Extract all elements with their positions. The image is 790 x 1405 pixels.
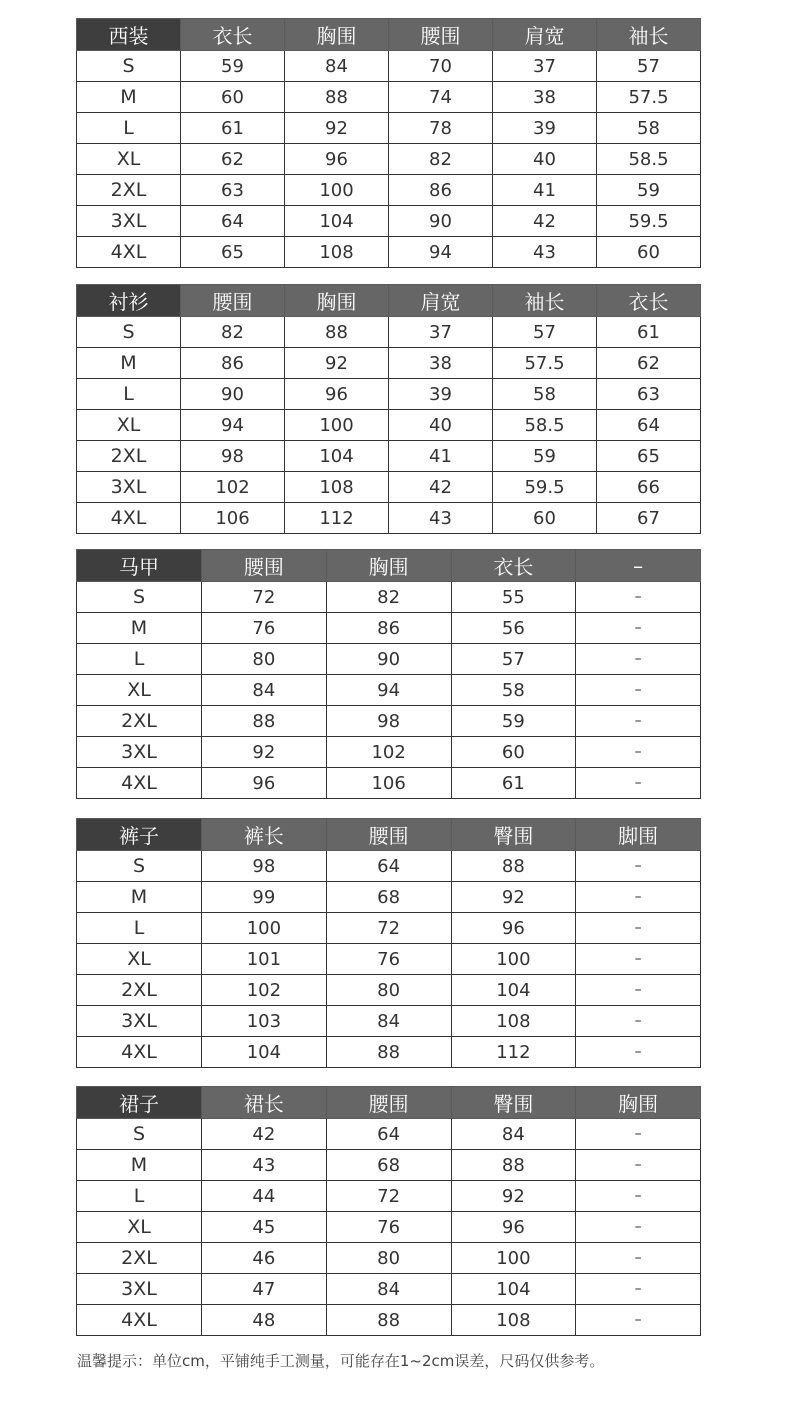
table-row (77, 82, 701, 113)
measurement-cell: 102 (326, 737, 451, 768)
table-row (77, 706, 701, 737)
size-label-cell: L (77, 379, 181, 410)
measurement-cell: 90 (181, 379, 285, 410)
column-header: 腰围 (389, 19, 493, 51)
measurement-cell: 80 (326, 975, 451, 1006)
table-row (77, 1119, 701, 1150)
size-label-cell: 3XL (77, 206, 181, 237)
measurement-cell: 80 (202, 644, 327, 675)
measurement-cell: – (576, 1181, 701, 1212)
category-header: 马甲 (77, 550, 202, 582)
measurement-cell: – (576, 1212, 701, 1243)
measurement-cell: 58.5 (597, 144, 701, 175)
measurement-cell: 55 (451, 582, 576, 613)
measurement-cell: 96 (451, 913, 576, 944)
size-label-cell: M (77, 882, 202, 913)
measurement-cell: 102 (202, 975, 327, 1006)
size-label-cell: M (77, 613, 202, 644)
measurement-cell: 88 (326, 1305, 451, 1336)
measurement-cell: 56 (451, 613, 576, 644)
measurement-cell: 59 (493, 441, 597, 472)
measurement-cell: 92 (451, 1181, 576, 1212)
measurement-cell: 88 (451, 1150, 576, 1181)
column-header: 裙长 (202, 1087, 327, 1119)
measurement-cell: 101 (202, 944, 327, 975)
measurement-cell: – (576, 613, 701, 644)
measurement-cell: 104 (285, 206, 389, 237)
table-row (77, 503, 701, 534)
header-row (77, 550, 701, 582)
measurement-cell: 40 (389, 410, 493, 441)
measurement-cell: 57 (451, 644, 576, 675)
table-row (77, 768, 701, 799)
measurement-cell: 88 (451, 851, 576, 882)
measurement-cell: 48 (202, 1305, 327, 1336)
measurement-cell: 62 (181, 144, 285, 175)
measurement-cell: 104 (202, 1037, 327, 1068)
column-header: 胸围 (285, 19, 389, 51)
measurement-cell: 98 (202, 851, 327, 882)
measurement-cell: 43 (202, 1150, 327, 1181)
table-row (77, 644, 701, 675)
header-row (77, 19, 701, 51)
size-label-cell: 4XL (77, 1037, 202, 1068)
measurement-cell: 84 (326, 1274, 451, 1305)
measurement-cell: 41 (389, 441, 493, 472)
measurement-cell: 100 (285, 175, 389, 206)
pants-size-table (76, 818, 701, 1068)
size-label-cell: XL (77, 944, 202, 975)
measurement-cell: 106 (326, 768, 451, 799)
measurement-cell: 42 (389, 472, 493, 503)
size-label-cell: L (77, 913, 202, 944)
suit-size-table (76, 18, 701, 268)
measurement-cell: – (576, 1119, 701, 1150)
table-row (77, 1037, 701, 1068)
size-label-cell: 3XL (77, 1274, 202, 1305)
size-label-cell: M (77, 1150, 202, 1181)
size-label-cell: XL (77, 410, 181, 441)
measurement-cell: – (576, 944, 701, 975)
measurement-cell: 61 (181, 113, 285, 144)
size-label-cell: S (77, 582, 202, 613)
size-label-cell: 2XL (77, 175, 181, 206)
size-label-cell: 4XL (77, 768, 202, 799)
measurement-cell: 102 (181, 472, 285, 503)
table-row (77, 472, 701, 503)
table-row (77, 675, 701, 706)
measurement-cell: – (576, 706, 701, 737)
measurement-cell: 96 (451, 1212, 576, 1243)
measurement-cell: 60 (181, 82, 285, 113)
measurement-cell: – (576, 1305, 701, 1336)
measurement-cell: 65 (597, 441, 701, 472)
measurement-cell: 94 (326, 675, 451, 706)
measurement-cell: 92 (285, 348, 389, 379)
measurement-cell: 59 (181, 51, 285, 82)
measurement-cell: – (576, 1243, 701, 1274)
measurement-cell: 46 (202, 1243, 327, 1274)
column-header: 衣长 (597, 285, 701, 317)
table-row (77, 1150, 701, 1181)
measurement-cell: 96 (285, 144, 389, 175)
measurement-cell: 84 (326, 1006, 451, 1037)
table-row (77, 410, 701, 441)
measurement-cell: 99 (202, 882, 327, 913)
size-label-cell: 3XL (77, 737, 202, 768)
measurement-cell: 98 (326, 706, 451, 737)
size-label-cell: 4XL (77, 237, 181, 268)
measurement-cell: 63 (597, 379, 701, 410)
size-label-cell: XL (77, 144, 181, 175)
measurement-cell: 67 (597, 503, 701, 534)
size-label-cell: XL (77, 1212, 202, 1243)
measurement-cell: 86 (389, 175, 493, 206)
measurement-cell: 61 (597, 317, 701, 348)
measurement-cell: 90 (389, 206, 493, 237)
measurement-cell: 61 (451, 768, 576, 799)
measurement-cell: 62 (597, 348, 701, 379)
column-header: 衣长 (451, 550, 576, 582)
column-header: 腰围 (181, 285, 285, 317)
measurement-cell: 96 (202, 768, 327, 799)
column-header: 袖长 (493, 285, 597, 317)
size-label-cell: 2XL (77, 975, 202, 1006)
measurement-cell: 41 (493, 175, 597, 206)
size-label-cell: S (77, 317, 181, 348)
measurement-cell: 58 (451, 675, 576, 706)
size-label-cell: 2XL (77, 441, 181, 472)
measurement-cell: 84 (285, 51, 389, 82)
column-header: 脚围 (576, 819, 701, 851)
measurement-cell: 59 (451, 706, 576, 737)
measurement-cell: 58 (597, 113, 701, 144)
measurement-cell: 108 (285, 237, 389, 268)
measurement-cell: 37 (493, 51, 597, 82)
measurement-cell: 44 (202, 1181, 327, 1212)
table-row (77, 882, 701, 913)
table-row (77, 206, 701, 237)
measurement-cell: 57.5 (493, 348, 597, 379)
measurement-cell: – (576, 913, 701, 944)
size-label-cell: M (77, 82, 181, 113)
measurement-cell: 66 (597, 472, 701, 503)
size-label-cell: 2XL (77, 706, 202, 737)
measurement-cell: – (576, 1150, 701, 1181)
measurement-cell: 96 (285, 379, 389, 410)
table-row (77, 1181, 701, 1212)
category-header: 裤子 (77, 819, 202, 851)
size-label-cell: S (77, 851, 202, 882)
measurement-cell: 47 (202, 1274, 327, 1305)
measurement-cell: – (576, 737, 701, 768)
measurement-cell: 94 (389, 237, 493, 268)
measurement-cell: 108 (451, 1006, 576, 1037)
vest-size-table (76, 549, 701, 799)
measurement-cell: 76 (202, 613, 327, 644)
measurement-cell: 84 (451, 1119, 576, 1150)
measurement-cell: 63 (181, 175, 285, 206)
measurement-cell: 42 (202, 1119, 327, 1150)
measurement-cell: 38 (493, 82, 597, 113)
measurement-cell: 92 (285, 113, 389, 144)
column-header: 腰围 (326, 819, 451, 851)
header-row (77, 819, 701, 851)
measurement-cell: 108 (285, 472, 389, 503)
column-header: 臀围 (451, 819, 576, 851)
measurement-cell: – (576, 1274, 701, 1305)
measurement-cell: – (576, 975, 701, 1006)
table-row (77, 317, 701, 348)
measurement-cell: 82 (326, 582, 451, 613)
column-header: 胸围 (576, 1087, 701, 1119)
measurement-cell: 38 (389, 348, 493, 379)
column-header: 袖长 (597, 19, 701, 51)
measurement-cell: 76 (326, 944, 451, 975)
measurement-cell: 70 (389, 51, 493, 82)
measurement-cell: 84 (202, 675, 327, 706)
measurement-cell: 88 (285, 82, 389, 113)
measurement-cell: 64 (326, 1119, 451, 1150)
measurement-cell: 65 (181, 237, 285, 268)
measurement-cell: 74 (389, 82, 493, 113)
size-label-cell: S (77, 1119, 202, 1150)
measurement-cell: 39 (493, 113, 597, 144)
measurement-cell: 88 (326, 1037, 451, 1068)
size-label-cell: XL (77, 675, 202, 706)
measurement-cell: 37 (389, 317, 493, 348)
table-row (77, 441, 701, 472)
table-row (77, 1305, 701, 1336)
table-row (77, 237, 701, 268)
header-row (77, 1087, 701, 1119)
table-row (77, 348, 701, 379)
measurement-cell: 88 (202, 706, 327, 737)
measurement-cell: 72 (326, 1181, 451, 1212)
measurement-cell: 90 (326, 644, 451, 675)
measurement-cell: 42 (493, 206, 597, 237)
measurement-cell: – (576, 1037, 701, 1068)
measurement-cell: 68 (326, 1150, 451, 1181)
measurement-cell: 59 (597, 175, 701, 206)
measurement-cell: 100 (451, 1243, 576, 1274)
size-label-cell: L (77, 644, 202, 675)
column-header: 腰围 (326, 1087, 451, 1119)
measurement-cell: 88 (285, 317, 389, 348)
measurement-cell: 59.5 (493, 472, 597, 503)
measurement-cell: 40 (493, 144, 597, 175)
category-header: 裙子 (77, 1087, 202, 1119)
table-row (77, 1006, 701, 1037)
measurement-cell: 100 (451, 944, 576, 975)
measurement-cell: 112 (285, 503, 389, 534)
table-row (77, 975, 701, 1006)
table-row (77, 944, 701, 975)
column-header: 肩宽 (493, 19, 597, 51)
measurement-cell: 60 (597, 237, 701, 268)
measurement-cell: 103 (202, 1006, 327, 1037)
measurement-cell: 43 (389, 503, 493, 534)
measurement-cell: – (576, 851, 701, 882)
measurement-cell: 58.5 (493, 410, 597, 441)
measurement-cell: 78 (389, 113, 493, 144)
size-label-cell: 3XL (77, 1006, 202, 1037)
measurement-cell: 112 (451, 1037, 576, 1068)
measurement-cell: 80 (326, 1243, 451, 1274)
table-row (77, 1243, 701, 1274)
measurement-cell: 104 (285, 441, 389, 472)
measurement-cell: 64 (326, 851, 451, 882)
table-row (77, 175, 701, 206)
measurement-cell: 45 (202, 1212, 327, 1243)
measurement-cell: 58 (493, 379, 597, 410)
column-header: 臀围 (451, 1087, 576, 1119)
measurement-cell: – (576, 1006, 701, 1037)
measurement-cell: 68 (326, 882, 451, 913)
measurement-cell: 104 (451, 975, 576, 1006)
footnote: 温馨提示：单位cm，平铺纯手工测量，可能存在1~2cm误差，尺码仅供参考。 (77, 1352, 605, 1370)
column-header: 胸围 (326, 550, 451, 582)
column-header: 腰围 (202, 550, 327, 582)
skirt-size-table (76, 1086, 701, 1336)
measurement-cell: 72 (326, 913, 451, 944)
measurement-cell: 57 (493, 317, 597, 348)
measurement-cell: 43 (493, 237, 597, 268)
measurement-cell: 86 (181, 348, 285, 379)
table-row (77, 144, 701, 175)
measurement-cell: 60 (451, 737, 576, 768)
table-row (77, 582, 701, 613)
measurement-cell: – (576, 768, 701, 799)
measurement-cell: 100 (285, 410, 389, 441)
measurement-cell: 57 (597, 51, 701, 82)
size-label-cell: M (77, 348, 181, 379)
size-label-cell: L (77, 113, 181, 144)
size-label-cell: 2XL (77, 1243, 202, 1274)
table-row (77, 51, 701, 82)
measurement-cell: – (576, 675, 701, 706)
column-header: 肩宽 (389, 285, 493, 317)
measurement-cell: 100 (202, 913, 327, 944)
category-header: 衬衫 (77, 285, 181, 317)
column-header: – (576, 550, 701, 582)
measurement-cell: 106 (181, 503, 285, 534)
size-label-cell: 4XL (77, 1305, 202, 1336)
column-header: 胸围 (285, 285, 389, 317)
measurement-cell: 108 (451, 1305, 576, 1336)
table-row (77, 113, 701, 144)
size-label-cell: 3XL (77, 472, 181, 503)
column-header: 衣长 (181, 19, 285, 51)
measurement-cell: 72 (202, 582, 327, 613)
measurement-cell: 92 (202, 737, 327, 768)
measurement-cell: 57.5 (597, 82, 701, 113)
measurement-cell: 82 (181, 317, 285, 348)
table-row (77, 379, 701, 410)
size-label-cell: L (77, 1181, 202, 1212)
size-label-cell: 4XL (77, 503, 181, 534)
measurement-cell: 76 (326, 1212, 451, 1243)
measurement-cell: 64 (181, 206, 285, 237)
measurement-cell: 39 (389, 379, 493, 410)
category-header: 西装 (77, 19, 181, 51)
header-row (77, 285, 701, 317)
measurement-cell: 98 (181, 441, 285, 472)
measurement-cell: 104 (451, 1274, 576, 1305)
measurement-cell: – (576, 882, 701, 913)
measurement-cell: 59.5 (597, 206, 701, 237)
measurement-cell: 94 (181, 410, 285, 441)
measurement-cell: 82 (389, 144, 493, 175)
table-row (77, 913, 701, 944)
measurement-cell: – (576, 582, 701, 613)
measurement-cell: 64 (597, 410, 701, 441)
column-header: 裤长 (202, 819, 327, 851)
table-row (77, 851, 701, 882)
table-row (77, 1212, 701, 1243)
measurement-cell: 60 (493, 503, 597, 534)
measurement-cell: 92 (451, 882, 576, 913)
table-row (77, 737, 701, 768)
shirt-size-table (76, 284, 701, 534)
measurement-cell: – (576, 644, 701, 675)
size-label-cell: S (77, 51, 181, 82)
table-row (77, 613, 701, 644)
table-row (77, 1274, 701, 1305)
measurement-cell: 86 (326, 613, 451, 644)
